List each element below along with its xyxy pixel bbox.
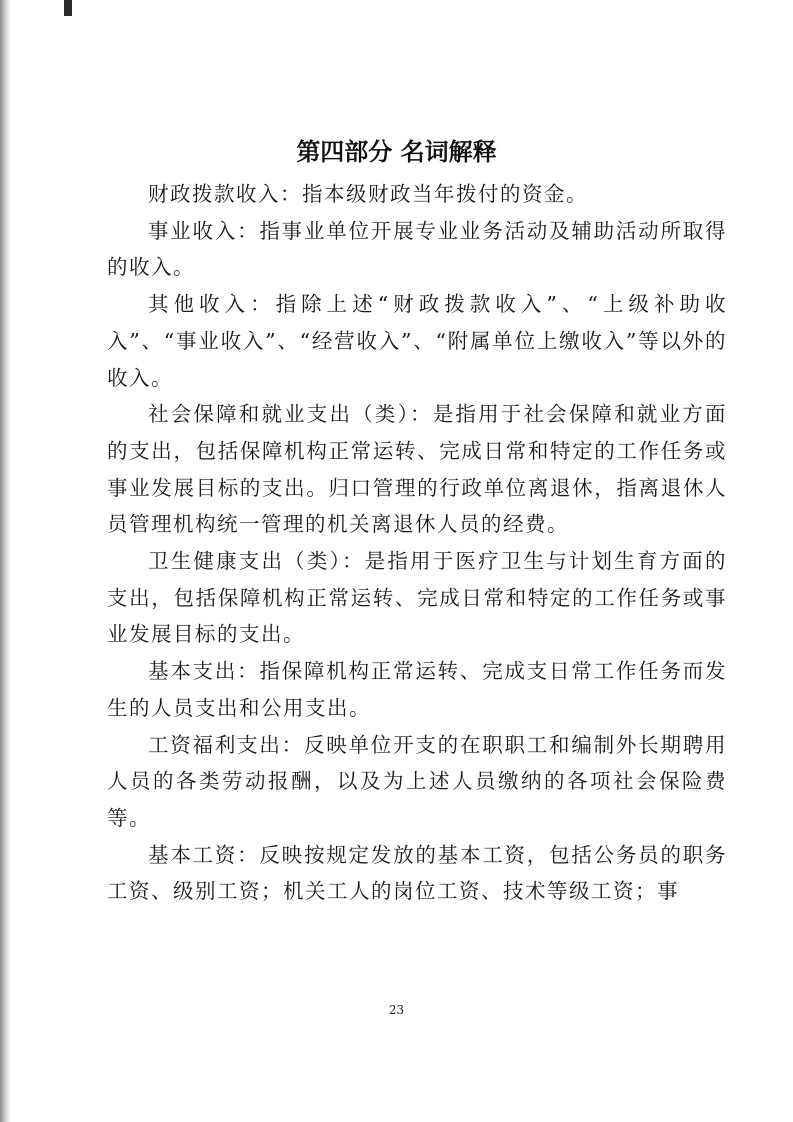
paragraph-fiscal-revenue: 财政拨款收入：指本级财政当年拨付的资金。: [148, 182, 588, 206]
paragraph-business-revenue: 事业收入：指事业单位开展专业业务活动及辅助活动所取得的收入。: [107, 218, 727, 280]
paragraph-wages-welfare: 工资福利支出：反映单位开支的在职职工和编制外长期聘用人员的各类劳动报酬，以及为上述人员缴纳的各项社会保险费等。: [107, 732, 727, 830]
paragraph-social-security: 社会保障和就业支出（类）：是指用于社会保障和就业方面的支出，包括保障机构正常运转、完成日常和特定的工作任务或事业发展目标的支出。归口管理的行政单位离退休，指离退休人员管理机构统一管理的机关离退休人员的经费。: [107, 402, 727, 537]
paragraph-basic-expenditure: 基本支出：指保障机构正常运转、完成支日常工作任务而发生的人员支出和公用支出。: [107, 659, 727, 720]
body-text: [107, 176, 727, 910]
page-title: 第四部分 名词解释: [296, 138, 497, 166]
paragraph-health: 卫生健康支出（类）：是指用于医疗卫生与计划生育方面的支出，包括保障机构正常运转、完成日常和特定的工作任务或事业发展目标的支出。: [107, 549, 727, 647]
page-number: 23: [388, 1003, 405, 1017]
paragraph-other-revenue: 其他收入：指除上述“财政拨款收入”、“上级补助收入”、“事业收入”、“经营收入”、“附属单位上缴收入”等以外的收入。: [107, 292, 727, 390]
scan-mark-top: [64, 0, 72, 16]
paragraph-basic-wage: 基本工资：反映按规定发放的基本工资，包括公务员的职务工资、级别工资；机关工人的岗位工资、技术等级工资；事: [107, 842, 727, 904]
